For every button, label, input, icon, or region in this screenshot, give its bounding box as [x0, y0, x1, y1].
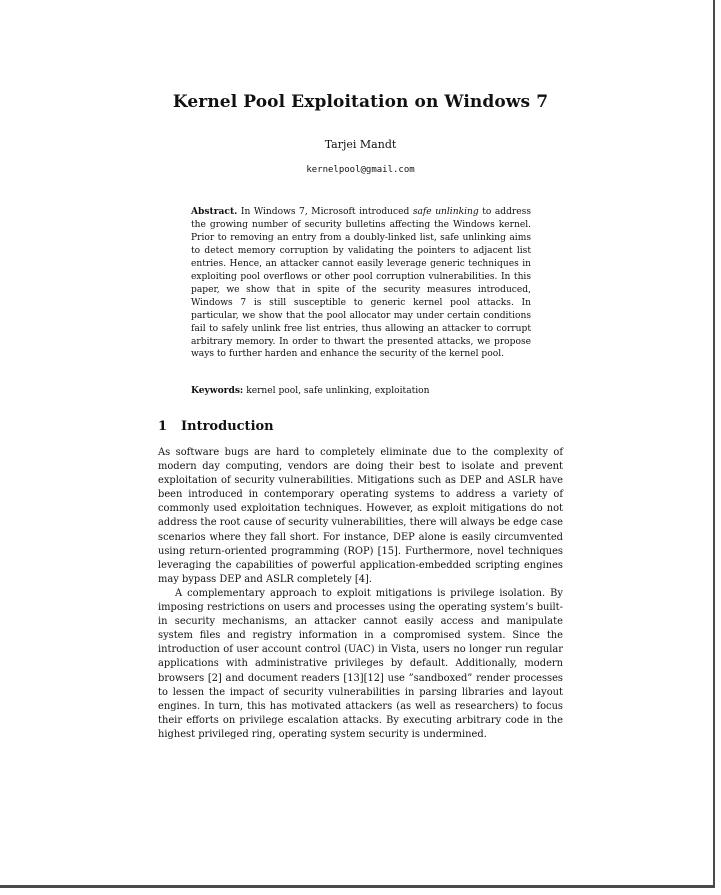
abstract-text-2: to address the growing number of security bulletins affecting the Windows kernel. Prior to removing an entry from a doubly-linked list, safe unlinking aims to detect memory corruption by validating the pointers to adjacent list entries. Hence, an attacker cannot easily leverage generic techniques in exploiting pool overflows or other pool corruption vulnerabilities. In this paper, we show that in spite of the security measures introduced, Windows 7 is still susceptible to generic kernel pool attacks. In particular, we show that the pool allocator may under certain conditions fail to safely unlink free list entries, thus allowing an attacker to corrupt arbitrary memory. In order to thwart the presented attacks, we propose ways to further harden and enhance the security of the kernel pool. [191, 207, 531, 360]
author-name: Tarjei Mandt [324, 138, 397, 151]
abstract [191, 206, 531, 361]
abstract-text-1: In Windows 7, Microsoft introduced [237, 207, 413, 217]
section-body [158, 446, 563, 742]
abstract-label: Abstract. [191, 206, 238, 217]
paragraph-2: A complementary approach to exploit mitigations is privilege isolation. By imposing restrictions on users and processes using the operating system’s built-in security mechanisms, an attacker cannot easily access and manipulate system files and registry information in a compromised system. Since the introduction of user account control (UAC) in Vista, users no longer run regular applications with administrative privileges by default. Additionally, modern browsers [2] and document readers [13][12] use ”sandboxed” render processes to lessen the impact of security vulnerabilities in parsing libraries and layout engines. In turn, this has motivated attackers (as well as researchers) to focus their efforts on privilege escalation attacks. By executing arbitrary code in the highest privileged ring, operating system security is undermined. [158, 587, 563, 740]
paper-title: Kernel Pool Exploitation on Windows 7 [172, 92, 549, 112]
author-email: kernelpool@gmail.com [306, 165, 415, 175]
keywords [191, 385, 531, 396]
section-number: 1 [158, 419, 168, 434]
abstract-emphasis: safe unlinking [412, 207, 479, 217]
section-heading [158, 419, 274, 434]
keywords-text: kernel pool, safe unlinking, exploitation [243, 386, 430, 396]
paragraph-1: As software bugs are hard to completely eliminate due to the complexity of modern day computing, vendors are doing their best to isolate and prevent exploitation of security vulnerabilities. Mitigations such as DEP and ASLR have been introduced in contemporary operating systems to address a variety of commonly used exploitation techniques. However, as exploit mitigations do not address the root cause of security vulnerabilities, there will always be edge case scenarios where they fall short. For instance, DEP alone is easily circumvented using return-oriented programming (ROP) [15]. Furthermore, novel techniques leveraging the capabilities of powerful application-embedded scripting engines may bypass DEP and ASLR completely [4]. [158, 447, 563, 585]
keywords-label: Keywords: [191, 385, 244, 396]
section-title: Introduction [181, 419, 274, 434]
